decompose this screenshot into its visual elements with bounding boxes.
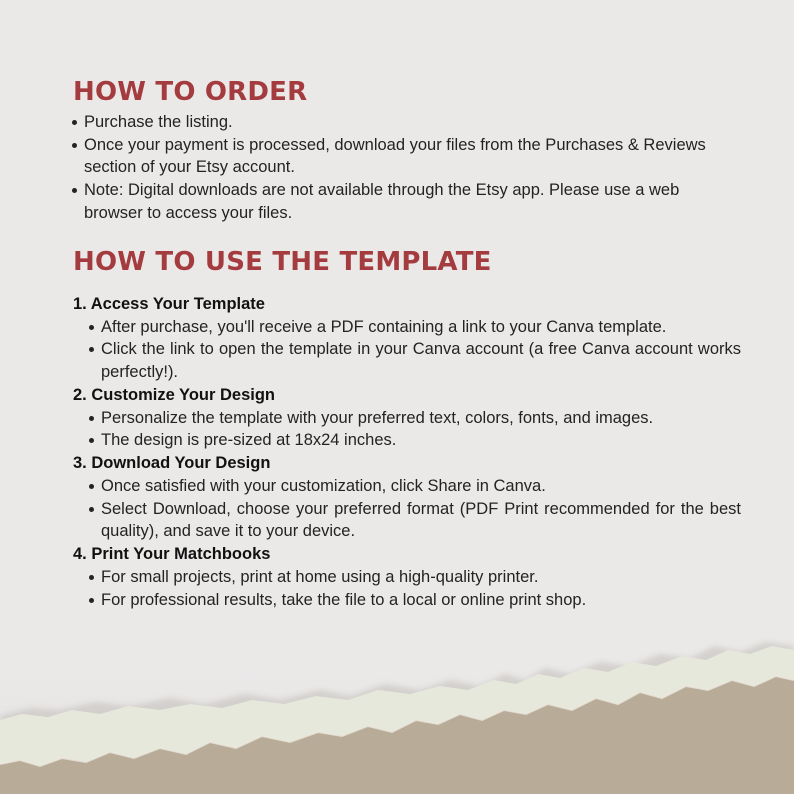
step-items [90,407,741,452]
step-items [90,316,741,384]
order-list [73,111,741,225]
step [73,543,741,611]
step-item: Select Download, choose your preferred format (PDF Print recommended for the best quality), and save it to your device. [90,498,741,543]
steps-list [73,293,741,612]
step-items [90,475,741,543]
how-to-use-heading: HOW TO USE THE TEMPLATE [73,246,492,277]
torn-paper-decoration [0,624,794,794]
step-items [90,566,741,611]
order-item: Once your payment is processed, download your files from the Purchases & Reviews section of your Etsy account. [73,134,741,179]
instructions-content [73,70,741,612]
step-item: Personalize the template with your preferred text, colors, fonts, and images. [90,407,741,430]
step [73,293,741,384]
step-title: 1. Access Your Template [73,294,265,313]
step-item: The design is pre-sized at 18x24 inches. [90,429,741,452]
step-item: Click the link to open the template in your Canva account (a free Canva account works perfectly!). [90,338,741,383]
order-item: Purchase the listing. [73,111,741,134]
step-item: For small projects, print at home using a high-quality printer. [90,566,741,589]
order-item: Note: Digital downloads are not available through the Etsy app. Please use a web browser to access your files. [73,179,741,224]
step-item: For professional results, take the file to a local or online print shop. [90,589,741,612]
step-title: 2. Customize Your Design [73,385,276,404]
step-item: Once satisfied with your customization, click Share in Canva. [90,475,741,498]
step-title: 3. Download Your Design [73,454,271,473]
step [73,452,741,543]
step-item: After purchase, you'll receive a PDF containing a link to your Canva template. [90,316,741,339]
step [73,384,741,452]
how-to-order-heading: HOW TO ORDER [73,77,308,107]
step-title: 4. Print Your Matchbooks [73,545,271,564]
